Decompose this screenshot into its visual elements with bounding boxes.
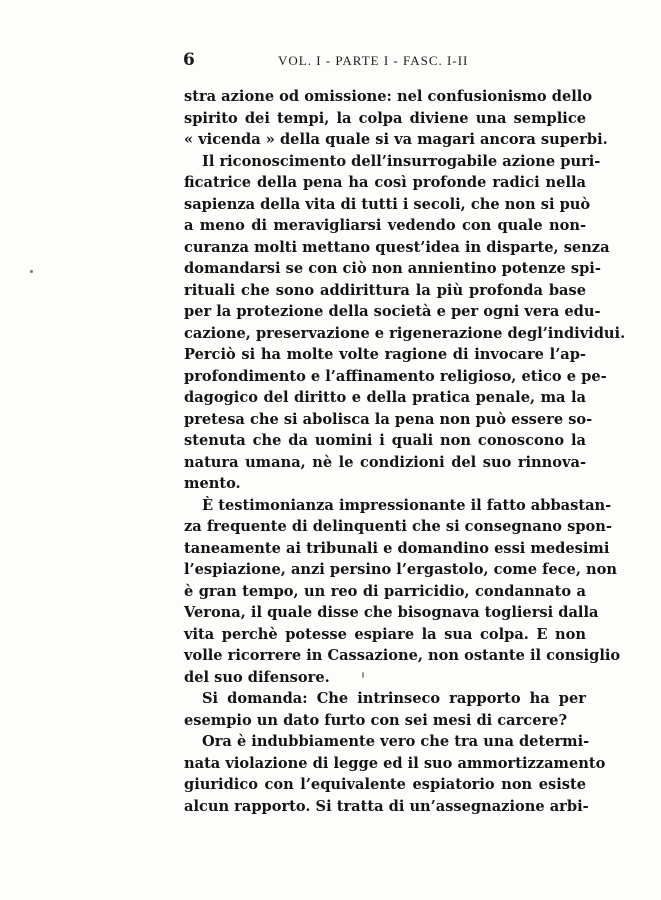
text-line: Il riconoscimento dell’insurrogabile azione puri- [202,152,601,170]
text-line: dagogico del diritto e della pratica penale, ma la [184,389,586,406]
text-line: natura umana, nè le condizioni del suo rinnova- [184,453,586,471]
text-line: domandarsi se con ciò non annientino potenze spi- [184,260,601,277]
text-line: Ora è indubbiamente vero che tra una determi- [202,733,590,750]
text-line: taneamente ai tribunali e domandino essi medesimi [184,539,610,557]
text-line: È testimonianza impressionante il fatto abbastan- [202,496,612,514]
text-line: l’espiazione, anzi persino l’ergastolo, come fece, non [184,561,617,578]
text-line: è gran tempo, un reo di parricidio, condannato a [184,582,586,600]
text-line: esempio un dato furto con sei mesi di carcere? [184,711,568,729]
text-line: Perciò si ha molte volte ragione di invocare l’ap- [184,346,586,363]
paper-speck [30,270,33,273]
text-line: profondimento e l’affinamento religioso, etico e pe- [184,367,607,385]
text-line: alcun rapporto. Si tratta di un’assegnazione arbi- [184,797,589,815]
text-line: del suo difensore. [184,668,330,686]
text-line: Verona, il quale disse che bisognava togliersi dalla [184,604,599,621]
text-line: Si domanda: Che intrinseco rapporto ha per [202,690,586,707]
text-line: nata violazione di legge ed il suo ammortizzamento [184,754,606,772]
text-line: vita perchè potesse espiare la sua colpa. E non [184,625,586,643]
text-line: ficatrice della pena ha così profonde radici nella [184,174,586,191]
text-line: sapienza della vita di tutti i secoli, che non si può [184,195,591,213]
text-line: volle ricorrere in Cassazione, non ostante il consiglio [184,647,621,664]
text-line: za frequente di delinquenti che si consegnano spon- [184,518,612,535]
page-number: 6 [183,50,195,70]
text-line: giuridico con l’equivalente espiatorio non esiste [184,776,586,793]
running-title: VOL. I - PARTE I - FASC. I-II [278,53,469,68]
text-line: rituali che sono addirittura la più profonda base [184,281,586,299]
text-line: a meno di meravigliarsi vedendo con quale non- [184,217,586,234]
text-line: per la protezione della società e per ogni vera edu- [184,303,601,320]
text-line: stenuta che da uomini i quali non conoscono la [184,432,586,449]
text-line: spirito dei tempi, la colpa diviene una semplice [184,109,586,127]
running-head [183,50,585,76]
text-line: cazione, preservazione e rigenerazione degl’individui. [184,324,626,342]
body-text [184,86,626,817]
text-line: curanza molti mettano quest’idea in disparte, senza [184,238,610,256]
text-line: pretesa che si abolisca la pena non può essere so- [184,410,593,428]
text-line: mento. [184,475,241,492]
text-line: stra azione od omissione: nel confusionismo dello [184,88,593,105]
text-line: « vicenda » della quale si va magari ancora superbi. [184,131,608,148]
